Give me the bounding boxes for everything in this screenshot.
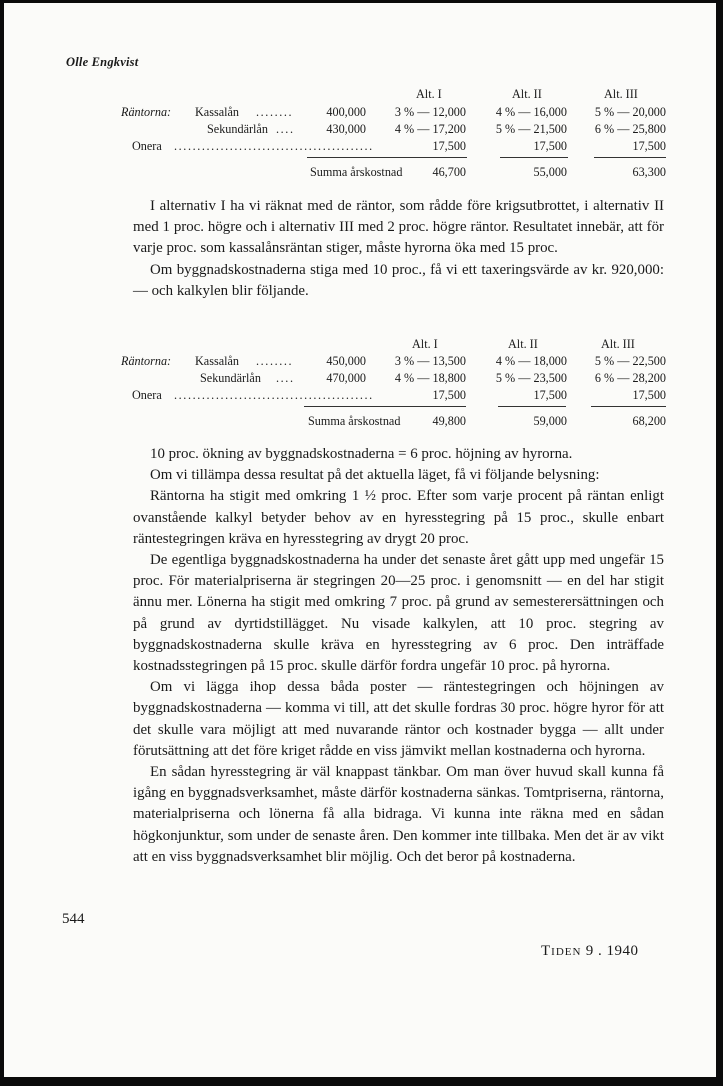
sum-rule [500,157,568,158]
alt2-value: 17,500 [533,139,567,153]
row-label: Sekundärlån [207,122,268,136]
summary-alt1: 46,700 [432,165,466,179]
summary-alt3: 68,200 [632,414,666,428]
dot-leader: ........................................... [174,388,374,402]
alt1-value: 17,500 [432,388,466,402]
summary-alt1: 49,800 [432,414,466,428]
alt3-value: 5 % — 22,500 [594,354,666,368]
alt3-value: 17,500 [632,139,666,153]
summary-row [4,165,716,181]
page-number: 544 [62,911,85,927]
journal-footer [541,943,638,960]
summary-alt2: 55,000 [533,165,567,179]
body-text-block-2 [133,444,664,868]
row-label: Kassalån [195,354,239,368]
paragraph: De egentliga byggnadskostnaderna ha under det senaste året gått upp med ungefär 15 proc. För materialpriserna är stegringen 20—25 proc. i genomsnitt — en del har stigit ännu mer. Lönerna ha stigit med omkring 7 proc. på grund av semesterersättningen och på grund av dyrtidstillägget. Nu visade kalkylen, att 10 proc. stegring av byggnadskostnaderna skulle kräva en hyresstegring av 6 proc. Den inträffade kostnadsstegringen på 15 proc. skulle därför fordra ungefär 10 proc. på hyrorna. [133,552,664,675]
paragraph: Om vi lägga ihop dessa båda poster — räntestegringen och höjningen av byggnadskostnaderna — komma vi till, att det skulle fordras 30 proc. högre hyror för att det skulle vara möjligt att med nuvarande räntor och kostnader bygga — allt under förutsättning att det före kriget rådde en viss jämvikt mellan kostnaderna och hyrorna. [133,679,664,759]
row-prefix: Räntorna: [121,354,172,368]
alt1-value: 4 % — 17,200 [394,122,466,136]
table-row [4,139,716,155]
sum-rule [304,406,466,407]
row-label: Onera [132,388,162,402]
alt1-value: 3 % — 12,000 [394,105,466,119]
alt3-value: 6 % — 25,800 [594,122,666,136]
row-prefix: Räntorna: [121,105,172,119]
alt3-value: 5 % — 20,000 [594,105,666,119]
row-label: Sekundärlån [200,371,261,385]
running-header-author: Olle Engkvist [66,55,139,69]
summary-row [4,414,716,430]
alt-header: Alt. I [416,87,442,101]
journal-issue: 9 . 1940 [585,943,639,959]
alt1-value: 3 % — 13,500 [394,354,466,368]
paragraph: En sådan hyresstegring är väl knappast tänkbar. Om man över huvud skall kunna få igång en byggnadsverksamhet, måste därför kostnaderna sänkas. Tomtpriserna, räntorna, materialpriserna och lönerna få alla bidraga. Vi kunna inte räkna med en sådan högkonjunktur, som under de senaste åren. Den kommer inte tillbaka. Men det är av vikt att en viss byggnadsverksamhet blir möjlig. Och det beror på kostnaderna. [133,764,664,865]
document-page [4,3,716,1077]
alt3-value: 6 % — 28,200 [594,371,666,385]
sum-rule [307,157,467,158]
summary-alt2: 59,000 [533,414,567,428]
summary-alt3: 63,300 [632,165,666,179]
alt2-value: 5 % — 23,500 [495,371,567,385]
table-header-row [4,87,716,103]
alt-header: Alt. III [604,87,638,101]
table-row [4,354,716,370]
base-value: 430,000 [326,122,366,136]
table-row [4,105,716,121]
dot-leader: ........ [256,105,294,119]
alt3-value: 17,500 [632,388,666,402]
dot-leader: ........................................... [174,139,374,153]
dot-leader: .... [276,371,295,385]
paragraph: Räntorna ha stigit med omkring 1 ½ proc. Efter som varje procent på räntan enligt ovanstående kalkyl betyder behov av en hyresstegring på 15 proc., skulle enbart räntestegringen kräva en hyresstegring av drygt 20 proc. [133,488,664,547]
alt2-value: 4 % — 18,000 [495,354,567,368]
sum-rule [498,406,566,407]
journal-name: Tiden [541,943,582,959]
dot-leader: .... [276,122,295,136]
table-row [4,371,716,387]
table-row [4,122,716,138]
body-text-block-1 [133,196,664,302]
alt1-value: 4 % — 18,800 [394,371,466,385]
paragraph: 10 proc. ökning av byggnadskostnaderna = 6 proc. höjning av hyrorna. [150,446,573,462]
alt2-value: 4 % — 16,000 [495,105,567,119]
alt-header: Alt. II [508,337,538,351]
paragraph: Om byggnadskostnaderna stiga med 10 proc., få vi ett taxeringsvärde av kr. 920,000: — och kalkylen blir följande. [133,261,664,299]
row-label: Onera [132,139,162,153]
summary-label: Summa årskostnad [310,165,403,179]
paragraph: Om vi tillämpa dessa resultat på det aktuella läget, få vi följande belysning: [150,467,600,484]
base-value: 400,000 [326,105,366,119]
table-row [4,388,716,404]
dot-leader: ........ [256,354,294,368]
alt-header: Alt. I [412,337,438,351]
base-value: 450,000 [326,354,366,368]
base-value: 470,000 [326,371,366,385]
alt-header: Alt. III [601,337,635,351]
paragraph: I alternativ I ha vi räknat med de räntor, som rådde före krigsutbrottet, i alternativ II med 1 proc. högre och i alternativ III med 2 proc. högre räntor. Resultatet innebär, att för varje proc. som kassalånsräntan stiger, måste hyrorna öka med 15 proc. [133,198,664,257]
alt-header: Alt. II [512,87,542,101]
alt1-value: 17,500 [432,139,466,153]
sum-rule [594,157,666,158]
alt2-value: 5 % — 21,500 [495,122,567,136]
row-label: Kassalån [195,105,239,119]
alt2-value: 17,500 [533,388,567,402]
summary-label: Summa årskostnad [308,414,401,428]
table-header-row [4,337,716,353]
sum-rule [591,406,666,407]
